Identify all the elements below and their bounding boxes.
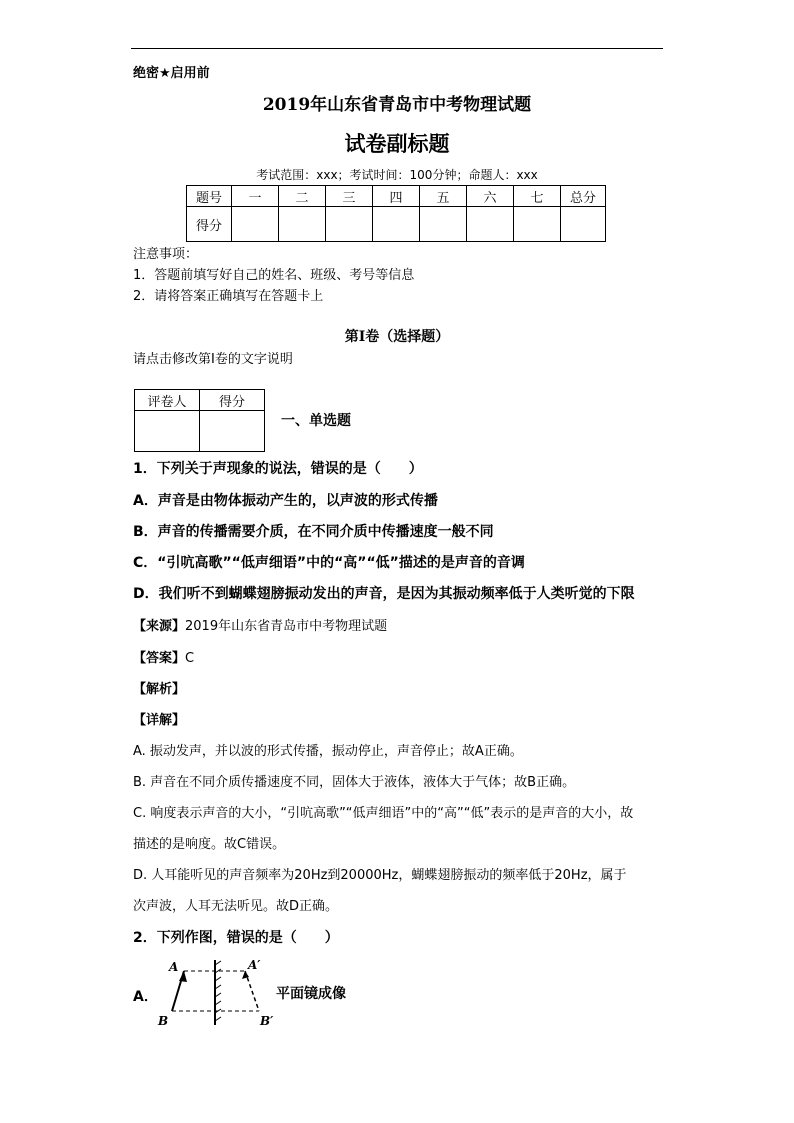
source-tag: 【来源】: [133, 619, 186, 634]
score-cell: [373, 207, 420, 242]
score-table-score-row: [187, 207, 606, 242]
score-cell: [420, 207, 467, 242]
question-1-stem: 1．下列关于声现象的说法，错误的是（ ）: [133, 461, 423, 477]
question-1-answer: [133, 647, 194, 666]
score-header-cell: 五: [420, 186, 467, 207]
question-2-stem: 2．下列作图，错误的是（ ）: [133, 930, 339, 946]
explanation-line: C. 响度表示声音的大小，“引吭高歌”“低声细语”中的“高”“低”表示的是声音的大小，故: [133, 806, 634, 821]
question-1-option-a: A．声音是由物体振动产生的，以声波的形式传播: [133, 493, 438, 509]
score-header-cell: 七: [514, 186, 561, 207]
grader-header-cell: 得分: [200, 390, 265, 411]
label-a-prime: A′: [248, 958, 261, 972]
score-header-cell: 总分: [561, 186, 606, 207]
score-header-cell: 三: [326, 186, 373, 207]
explanation-line: B. 声音在不同介质传播速度不同，固体大于液体，液体大于气体；故B正确。: [133, 775, 576, 790]
score-cell: [467, 207, 514, 242]
question-1-option-d: D．我们听不到蝴蝶翅膀振动发出的声音，是因为其振动频率低于人类听觉的下限: [133, 586, 635, 602]
score-cell: [326, 207, 373, 242]
question-2-option-a-caption: 平面镜成像: [276, 986, 346, 1002]
grader-header-row: [135, 390, 265, 411]
section-title: 一、单选题: [281, 413, 351, 429]
grader-table: [134, 389, 265, 452]
notes-item: 1．答题前填写好自己的姓名、班级、考号等信息: [133, 268, 415, 283]
secret-label: 绝密★启用前: [133, 66, 210, 81]
grader-score-row: [135, 411, 265, 452]
score-header-cell: 一: [232, 186, 279, 207]
analysis-tag: 【解析】: [133, 682, 186, 697]
score-header-cell: 六: [467, 186, 514, 207]
score-table-header-row: [187, 186, 606, 207]
score-header-cell: 二: [279, 186, 326, 207]
score-header-cell: 四: [373, 186, 420, 207]
question-1-analysis: [133, 678, 185, 697]
header-rule: [131, 48, 663, 49]
exam-subtitle: 试卷副标题: [344, 131, 450, 156]
question-1-option-b: B．声音的传播需要介质，在不同介质中传播速度一般不同: [133, 524, 494, 540]
grader-header-cell: 评卷人: [135, 390, 200, 411]
question-2-option-a-label: A．: [133, 989, 158, 1005]
grader-cell: [200, 411, 265, 452]
score-cell: [232, 207, 279, 242]
label-b: B: [158, 1014, 169, 1028]
notes-item: 2．请将答案正确填写在答题卡上: [133, 289, 324, 304]
score-header-cell: 题号: [187, 186, 232, 207]
explanation-line: 描述的是响度。故C错误。: [133, 837, 286, 852]
score-cell: [514, 207, 561, 242]
score-cell: [279, 207, 326, 242]
score-row-label: 得分: [187, 207, 232, 242]
exam-info: 考试范围：xxx；考试时间：100分钟；命题人：xxx: [256, 168, 538, 182]
question-1-detail: [133, 709, 185, 728]
source-text: 2019年山东省青岛市中考物理试题: [185, 619, 388, 634]
answer-text: C: [185, 651, 195, 666]
explanation-line: D. 人耳能听见的声音频率为20Hz到20000Hz，蝴蝶翅膀振动的频率低于20Hz，属于: [133, 868, 627, 883]
exam-title: 2019年山东省青岛市中考物理试题: [262, 95, 532, 115]
explanation-line: A. 振动发声，并以波的形式传播，振动停止，声音停止；故A正确。: [133, 744, 523, 759]
volume-description: 请点击修改第I卷的文字说明: [133, 352, 293, 367]
notes-title: 注意事项：: [133, 247, 199, 262]
score-cell: [561, 207, 606, 242]
label-a: A: [169, 960, 179, 974]
notes: [133, 244, 414, 307]
plane-mirror-diagram: [150, 955, 280, 1030]
explanation-line: 次声波，人耳无法听见。故D正确。: [133, 899, 339, 914]
grader-cell: [135, 411, 200, 452]
score-table: [186, 185, 606, 242]
question-1-option-c: C．“引吭高歌”“低声细语”中的“高”“低”描述的是声音的音调: [133, 555, 525, 571]
label-b-prime: B′: [260, 1014, 274, 1028]
answer-tag: 【答案】: [133, 651, 186, 666]
volume-title: 第I卷（选择题）: [344, 329, 450, 345]
detail-tag: 【详解】: [133, 713, 186, 728]
question-1-source: [133, 615, 387, 634]
